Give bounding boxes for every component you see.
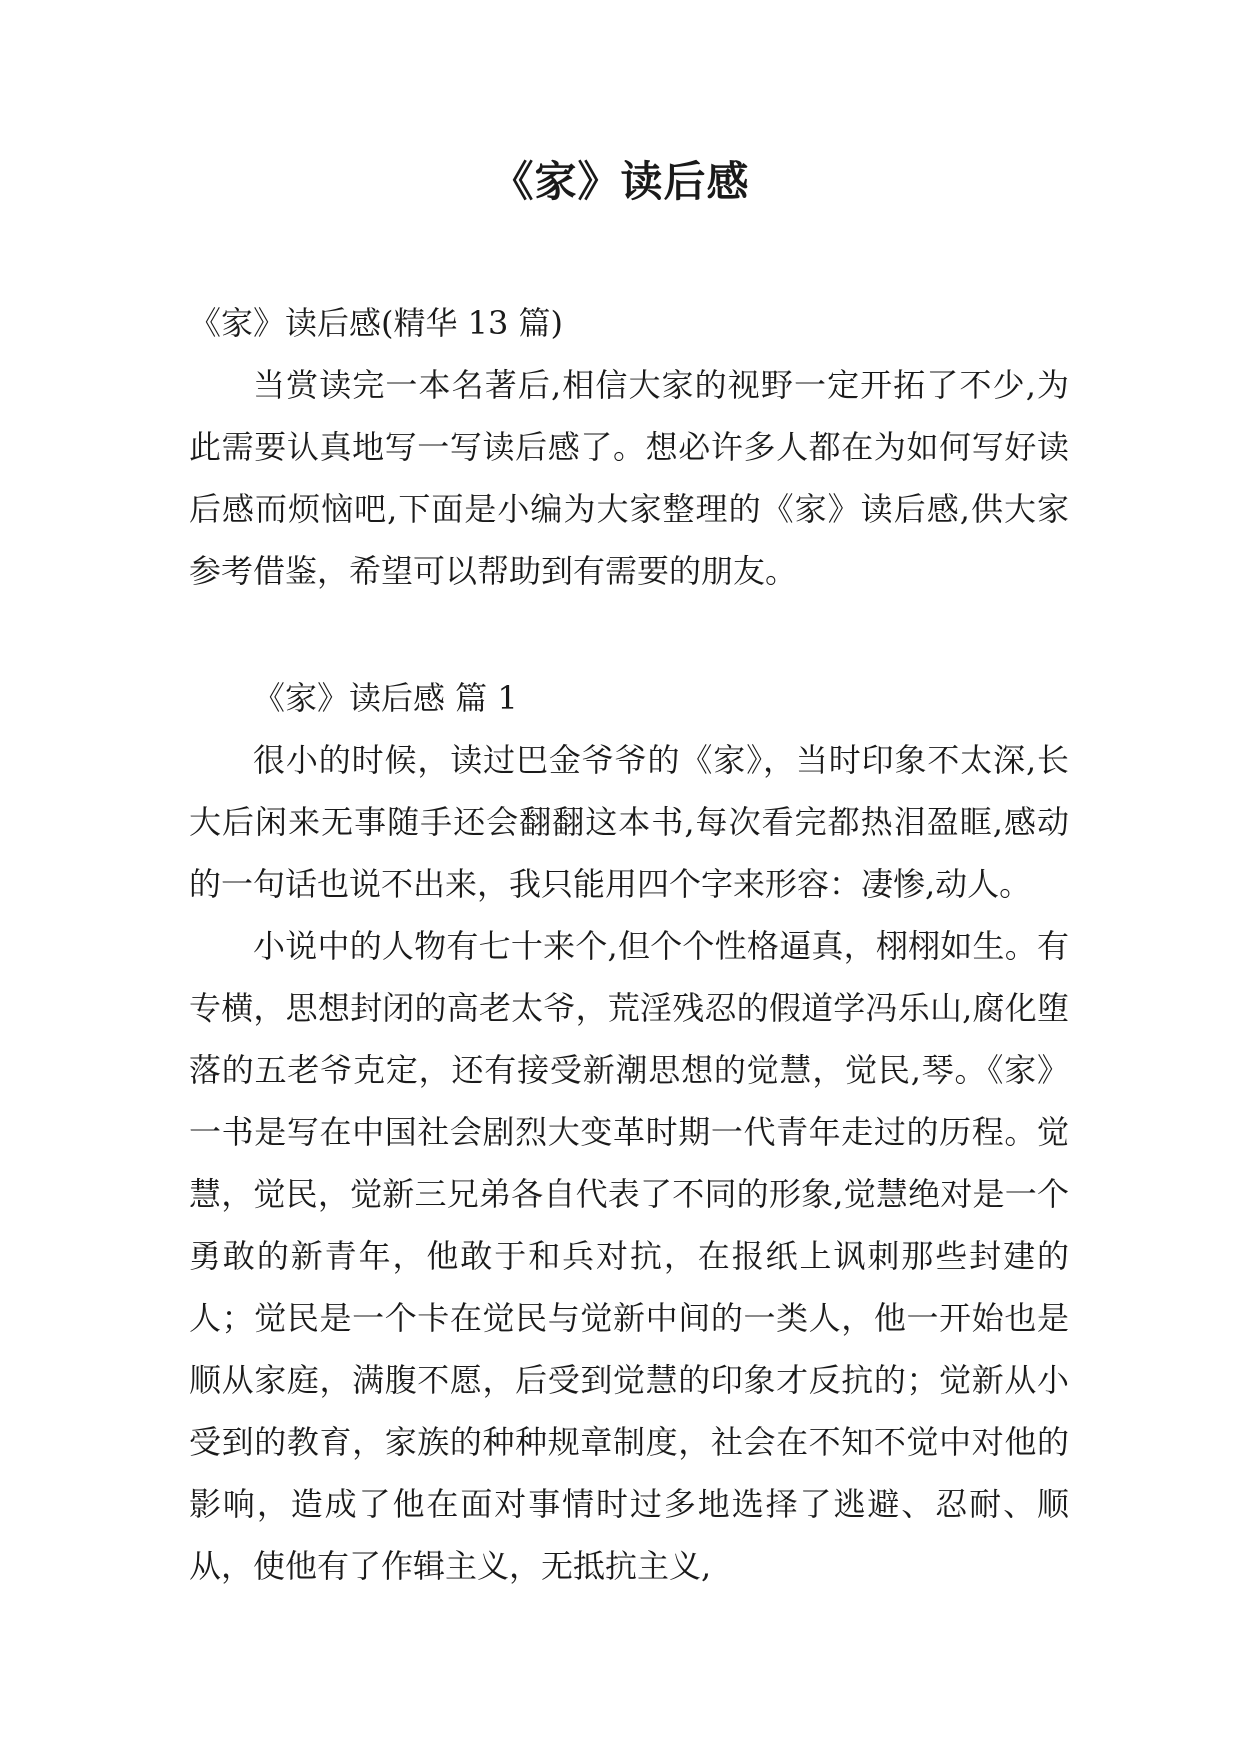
intro-paragraph: 当赏读完一本名著后,相信大家的视野一定开拓了不少,为此需要认真地写一写读后感了。想必许多人都在为如何写好读后感而烦恼吧,下面是小编为大家整理的《家》读后感,供大家参考借鉴，希望可以帮助到有需要的朋友。 — [189, 366, 1069, 590]
document-body — [189, 292, 1069, 1597]
body-paragraph: 很小的时候，读过巴金爷爷的《家》，当时印象不太深,长大后闲来无事随手还会翻翻这本书,每次看完都热泪盈眶,感动的一句话也说不出来，我只能用四个字来形容：凄惨,动人。 — [189, 741, 1069, 903]
body-paragraph: 小说中的人物有七十来个,但个个性格逼真，栩栩如生。有专横，思想封闭的高老太爷，荒淫残忍的假道学冯乐山,腐化堕落的五老爷克定，还有接受新潮思想的觉慧，觉民,琴。《家》一书是写在中国社会剧烈大变革时期一代青年走过的历程。觉慧，觉民，觉新三兄弟各自代表了不同的形象,觉慧绝对是一个勇敢的新青年，他敢于和兵对抗，在报纸上讽刺那些封建的人；觉民是一个卡在觉民与觉新中间的一类人，他一开始也是顺从家庭，满腹不愿，后受到觉慧的印象才反抗的；觉新从小受到的教育，家族的种种规章制度，社会在不知不觉中对他的影响，造成了他在面对事情时过多地选择了逃避、忍耐、顺从，使他有了作辑主义，无抵抗主义, — [189, 927, 1069, 1585]
document-subtitle: 《家》读后感(精华 13 篇) — [189, 304, 564, 342]
section-spacer — [189, 602, 1069, 667]
document-title: 《家》读后感 — [491, 157, 750, 206]
section-heading: 《家》读后感 篇 1 — [253, 679, 518, 717]
